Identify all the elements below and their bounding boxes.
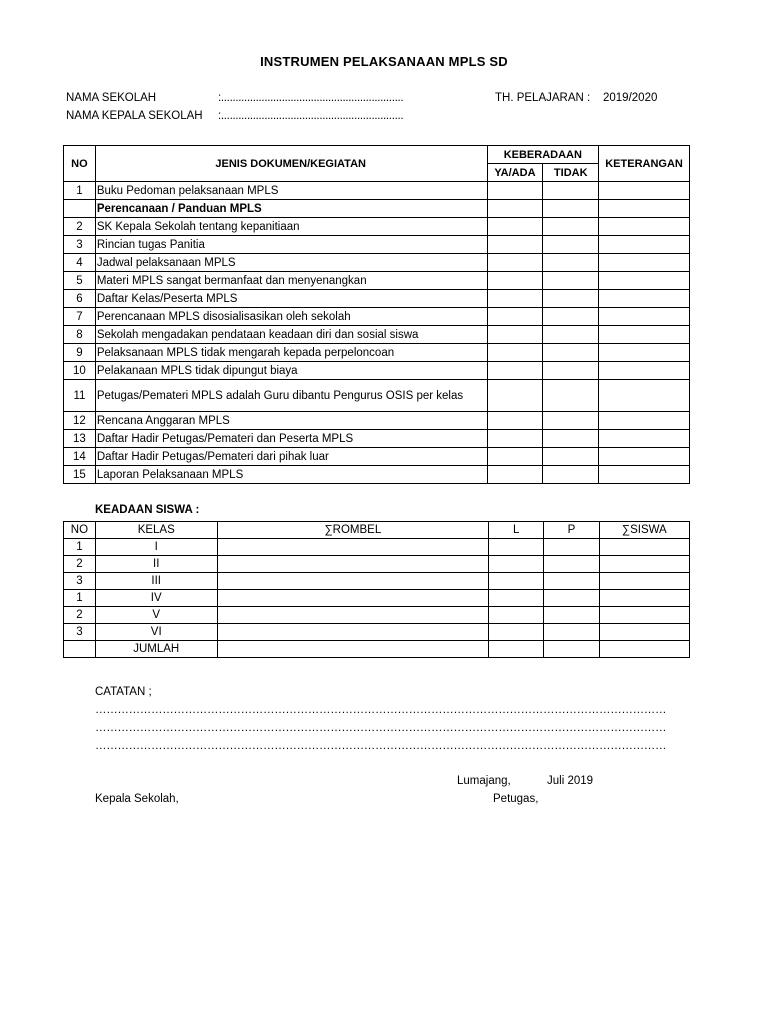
nama-kepala-label: NAMA KEPALA SEKOLAH (66, 110, 203, 122)
row-kelas: I (95, 539, 217, 556)
siswa-cell[interactable] (599, 573, 689, 590)
document-title: INSTRUMEN PELAKSANAAN MPLS SD (260, 54, 508, 69)
table-row (64, 200, 690, 218)
table-row (64, 590, 690, 607)
col-no-header: NO (64, 146, 96, 182)
l-cell[interactable] (489, 573, 544, 590)
tidak-cell[interactable] (543, 182, 599, 200)
col-item-header: JENIS DOKUMEN/KEGIATAN (95, 146, 487, 182)
nama-sekolah-label: NAMA SEKOLAH (66, 92, 157, 104)
table-row (64, 290, 690, 308)
keterangan-cell[interactable] (599, 466, 690, 484)
ya-cell[interactable] (487, 344, 543, 362)
date-label: Juli 2019 (547, 775, 594, 787)
siswa-cell[interactable] (599, 590, 689, 607)
table-row (64, 272, 690, 290)
rombel-cell[interactable] (217, 539, 488, 556)
tidak-cell[interactable] (543, 236, 599, 254)
row-no: 8 (64, 326, 96, 344)
ya-cell[interactable] (487, 380, 543, 412)
nama-sekolah-value: :............................................................... (218, 92, 404, 104)
keterangan-cell[interactable] (599, 182, 690, 200)
row-item: Rincian tugas Panitia (95, 236, 487, 254)
table-row (64, 218, 690, 236)
ya-cell[interactable] (487, 308, 543, 326)
ya-cell[interactable] (487, 254, 543, 272)
p-cell[interactable] (544, 573, 599, 590)
table-row (64, 412, 690, 430)
table-row (64, 236, 690, 254)
rombel-cell[interactable] (217, 641, 488, 658)
col-no-header: NO (64, 522, 96, 539)
row-kelas: IV (95, 590, 217, 607)
row-no: 9 (64, 344, 96, 362)
rombel-cell[interactable] (217, 573, 488, 590)
keterangan-cell[interactable] (599, 430, 690, 448)
row-no: 1 (64, 539, 96, 556)
p-cell[interactable] (544, 556, 599, 573)
row-no: 3 (64, 573, 96, 590)
row-no: 14 (64, 448, 96, 466)
col-rombel-header: ∑ROMBEL (217, 522, 488, 539)
rombel-cell[interactable] (217, 556, 488, 573)
row-kelas: III (95, 573, 217, 590)
row-no: 7 (64, 308, 96, 326)
row-item: Sekolah mengadakan pendataan keadaan diri dan sosial siswa (95, 326, 487, 344)
siswa-cell[interactable] (599, 624, 689, 641)
table-row (64, 362, 690, 380)
tidak-cell[interactable] (543, 326, 599, 344)
row-no: 1 (64, 182, 96, 200)
ya-cell[interactable] (487, 362, 543, 380)
ya-cell[interactable] (487, 200, 543, 218)
table-row (64, 539, 690, 556)
row-no: 15 (64, 466, 96, 484)
keterangan-cell[interactable] (599, 218, 690, 236)
ya-cell[interactable] (487, 430, 543, 448)
keterangan-cell[interactable] (599, 272, 690, 290)
catatan-line[interactable]: ……………………………………………………………………………………………………………………………………… (95, 704, 667, 716)
tidak-cell[interactable] (543, 254, 599, 272)
tidak-cell[interactable] (543, 412, 599, 430)
rombel-cell[interactable] (217, 590, 488, 607)
table-row (64, 182, 690, 200)
row-no: 5 (64, 272, 96, 290)
th-pelajaran-value: 2019/2020 (603, 92, 658, 104)
checklist-table (63, 145, 690, 484)
table-row (64, 326, 690, 344)
tidak-cell[interactable] (543, 466, 599, 484)
rombel-cell[interactable] (217, 607, 488, 624)
tidak-cell[interactable] (543, 200, 599, 218)
siswa-cell[interactable] (599, 607, 689, 624)
row-item: Daftar Hadir Petugas/Pemateri dari pihak luar (95, 448, 487, 466)
l-cell[interactable] (489, 607, 544, 624)
table-row (64, 607, 690, 624)
col-ya-header: YA/ADA (487, 164, 543, 182)
nama-kepala-value: :............................................................... (218, 110, 404, 122)
row-item: Jadwal pelaksanaan MPLS (95, 254, 487, 272)
row-item-text: Petugas/Pemateri MPLS adalah Guru dibantu Pengurus OSIS per kelas (96, 389, 464, 402)
siswa-cell[interactable] (599, 641, 689, 658)
row-kelas: II (95, 556, 217, 573)
p-cell[interactable] (544, 590, 599, 607)
tidak-cell[interactable] (543, 290, 599, 308)
col-siswa-header: ∑SISWA (599, 522, 689, 539)
table-row (64, 573, 690, 590)
keterangan-cell[interactable] (599, 326, 690, 344)
tidak-cell[interactable] (543, 218, 599, 236)
l-cell[interactable] (489, 641, 544, 658)
row-no: 2 (64, 607, 96, 624)
col-keberadaan-header: KEBERADAAN (487, 146, 599, 164)
ya-cell[interactable] (487, 236, 543, 254)
table-row (64, 430, 690, 448)
row-no: 12 (64, 412, 96, 430)
table-row (64, 380, 690, 412)
col-tidak-header: TIDAK (543, 164, 599, 182)
col-l-header: L (489, 522, 544, 539)
siswa-cell[interactable] (599, 539, 689, 556)
row-no: 3 (64, 624, 96, 641)
tidak-cell[interactable] (543, 380, 599, 412)
keterangan-cell[interactable] (599, 448, 690, 466)
keterangan-cell[interactable] (599, 308, 690, 326)
catatan-line[interactable]: ……………………………………………………………………………………………………………………………………… (95, 722, 667, 734)
siswa-table (63, 521, 690, 658)
row-item: Daftar Hadir Petugas/Pemateri dan Peserta MPLS (95, 430, 487, 448)
ya-cell[interactable] (487, 326, 543, 344)
row-item: Rencana Anggaran MPLS (95, 412, 487, 430)
row-kelas: JUMLAH (95, 641, 217, 658)
table-row (64, 254, 690, 272)
table-row (64, 344, 690, 362)
keterangan-cell[interactable] (599, 362, 690, 380)
row-no: 2 (64, 556, 96, 573)
keterangan-cell[interactable] (599, 344, 690, 362)
l-cell[interactable] (489, 624, 544, 641)
col-kelas-header: KELAS (95, 522, 217, 539)
row-item: Perencanaan MPLS disosialisasikan oleh sekolah (95, 308, 487, 326)
petugas-label: Petugas, (493, 793, 539, 805)
col-keterangan-header: KETERANGAN (599, 146, 690, 182)
place-label: Lumajang, (457, 775, 511, 787)
row-item: Materi MPLS sangat bermanfaat dan menyenangkan (95, 272, 487, 290)
catatan-line[interactable]: ……………………………………………………………………………………………………………………………………… (95, 740, 667, 752)
l-cell[interactable] (489, 590, 544, 607)
ya-cell[interactable] (487, 218, 543, 236)
row-item (95, 380, 487, 412)
p-cell[interactable] (544, 539, 599, 556)
col-p-header: P (544, 522, 599, 539)
ya-cell[interactable] (487, 272, 543, 290)
tidak-cell[interactable] (543, 362, 599, 380)
keterangan-cell[interactable] (599, 200, 690, 218)
p-cell[interactable] (544, 607, 599, 624)
row-item: Laporan Pelaksanaan MPLS (95, 466, 487, 484)
row-no (64, 200, 96, 218)
row-kelas: V (95, 607, 217, 624)
tidak-cell[interactable] (543, 308, 599, 326)
siswa-cell[interactable] (599, 556, 689, 573)
row-item: Perencanaan / Panduan MPLS (95, 200, 487, 218)
keterangan-cell[interactable] (599, 380, 690, 412)
rombel-cell[interactable] (217, 624, 488, 641)
row-no: 3 (64, 236, 96, 254)
table-row (64, 556, 690, 573)
row-no: 2 (64, 218, 96, 236)
row-no: 4 (64, 254, 96, 272)
row-no: 10 (64, 362, 96, 380)
tidak-cell[interactable] (543, 448, 599, 466)
keterangan-cell[interactable] (599, 290, 690, 308)
ya-cell[interactable] (487, 412, 543, 430)
siswa-header-row (64, 522, 690, 539)
row-no: 13 (64, 430, 96, 448)
table-row (64, 466, 690, 484)
keadaan-siswa-label: KEADAAN SISWA : (95, 504, 200, 516)
p-cell[interactable] (544, 624, 599, 641)
row-no: 11 (64, 380, 96, 412)
p-cell[interactable] (544, 641, 599, 658)
keterangan-cell[interactable] (599, 412, 690, 430)
table-row (64, 448, 690, 466)
table-row (64, 308, 690, 326)
keterangan-cell[interactable] (599, 254, 690, 272)
row-item: Buku Pedoman pelaksanaan MPLS (95, 182, 487, 200)
keterangan-cell[interactable] (599, 236, 690, 254)
ya-cell[interactable] (487, 182, 543, 200)
tidak-cell[interactable] (543, 272, 599, 290)
tidak-cell[interactable] (543, 430, 599, 448)
row-item: Daftar Kelas/Peserta MPLS (95, 290, 487, 308)
ya-cell[interactable] (487, 448, 543, 466)
row-item: Pelaksanaan MPLS tidak mengarah kepada perpeloncoan (95, 344, 487, 362)
row-item: Pelakanaan MPLS tidak dipungut biaya (95, 362, 487, 380)
jumlah-row (64, 641, 690, 658)
ya-cell[interactable] (487, 466, 543, 484)
row-no: 1 (64, 590, 96, 607)
row-no: 6 (64, 290, 96, 308)
row-kelas: VI (95, 624, 217, 641)
kepala-sekolah-label: Kepala Sekolah, (95, 793, 179, 805)
catatan-label: CATATAN ; (95, 686, 152, 698)
th-pelajaran-label: TH. PELAJARAN : (495, 92, 591, 104)
tidak-cell[interactable] (543, 344, 599, 362)
l-cell[interactable] (489, 556, 544, 573)
l-cell[interactable] (489, 539, 544, 556)
row-no (64, 641, 96, 658)
ya-cell[interactable] (487, 290, 543, 308)
row-item: SK Kepala Sekolah tentang kepanitiaan (95, 218, 487, 236)
table-row (64, 624, 690, 641)
